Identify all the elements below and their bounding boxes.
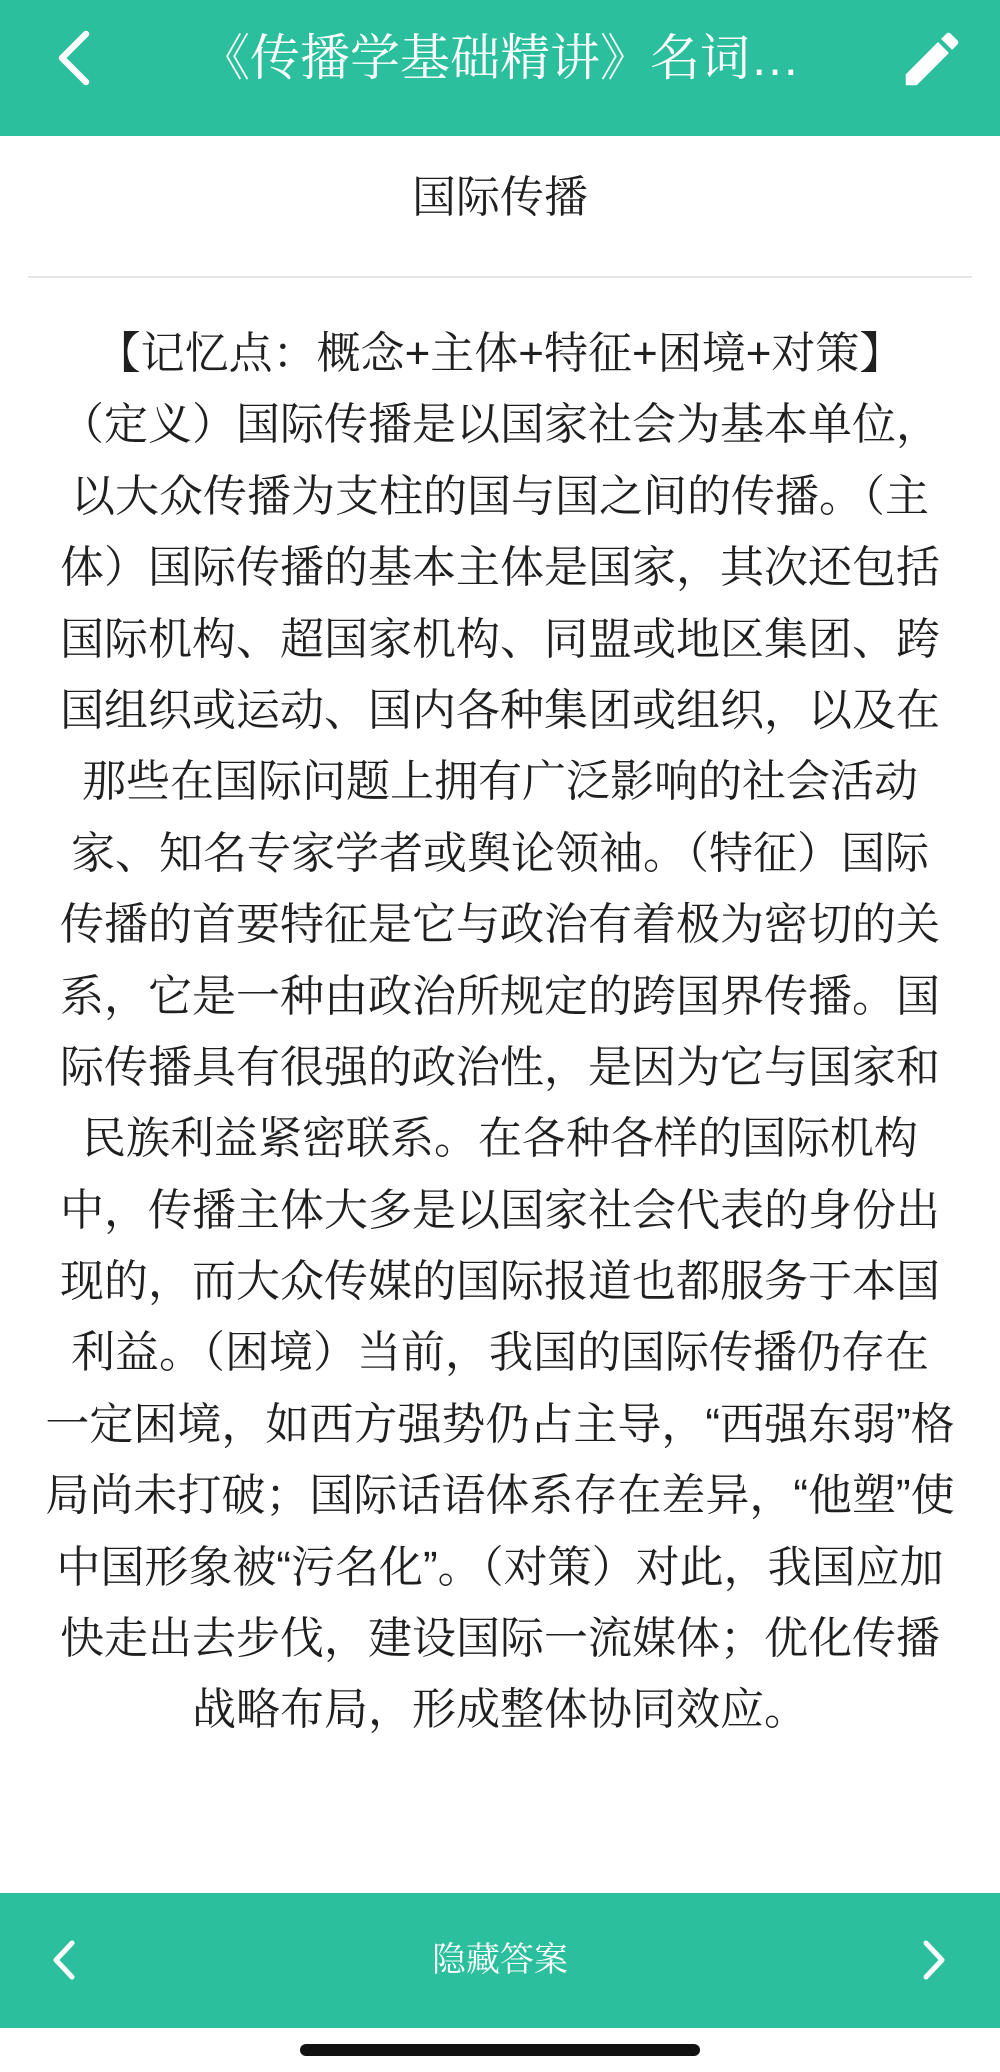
answer-line: 一定困境，如西方强势仍占主导，“西强东弱”格 — [45, 1399, 955, 1449]
divider — [28, 276, 972, 278]
answer-line: 利益。（困境）当前，我国的国际传播仍存在 — [71, 1328, 929, 1378]
answer-line: 民族利益紧密联系。在各种各样的国际机构 — [82, 1114, 918, 1164]
answer-line: 国组织或运动、国内各种集团或组织，以及在 — [60, 685, 940, 735]
pencil-icon — [897, 24, 967, 94]
answer-line: 现的，而大众传媒的国际报道也都服务于本国 — [60, 1257, 940, 1307]
back-button[interactable] — [46, 28, 102, 88]
page-title: 《传播学基础精讲》名词… — [200, 30, 800, 86]
answer-line: 那些在国际问题上拥有广泛影响的社会活动 — [82, 757, 918, 807]
home-indicator[interactable] — [300, 2044, 700, 2056]
answer-line: 快走出去步伐，建设国际一流媒体；优化传播 — [60, 1614, 940, 1664]
answer-line: 体）国际传播的基本主体是国家，其次还包括 — [60, 543, 940, 593]
chevron-left-icon — [44, 1936, 84, 1984]
answer-line: 战略布局，形成整体协同效应。 — [192, 1685, 808, 1735]
bottom-bar — [0, 1893, 1000, 2028]
answer-line: 以大众传播为支柱的国与国之间的传播。（主 — [71, 471, 929, 521]
hide-answer-button[interactable]: 隐藏答案 — [432, 1941, 568, 1979]
answer-line: 系，它是一种由政治所规定的跨国界传播。国 — [60, 971, 940, 1021]
top-nav-bar — [0, 0, 1000, 136]
answer-line: 中国形象被“污名化”。（对策）对此，我国应加 — [56, 1542, 944, 1592]
answer-line: 国际机构、超国家机构、同盟或地区集团、跨 — [60, 614, 940, 664]
answer-line: （定义）国际传播是以国家社会为基本单位， — [60, 400, 940, 450]
chevron-left-icon — [46, 28, 102, 88]
answer-line: 局尚未打破；国际话语体系存在差异，“他塑”使 — [45, 1471, 955, 1521]
answer-line: 中，传播主体大多是以国家社会代表的身份出 — [60, 1185, 940, 1235]
answer-line: 际传播具有很强的政治性，是因为它与国家和 — [60, 1042, 940, 1092]
edit-button[interactable] — [897, 24, 967, 94]
answer-line: 传播的首要特征是它与政治有着极为密切的关 — [60, 900, 940, 950]
answer-text — [0, 318, 1000, 1746]
answer-line: 【记忆点：概念+主体+特征+困境+对策】 — [96, 329, 904, 378]
term-title: 国际传播 — [412, 173, 588, 222]
answer-line: 家、知名专家学者或舆论领袖。（特征）国际 — [71, 828, 929, 878]
chevron-right-icon — [914, 1936, 954, 1984]
previous-card-button[interactable] — [44, 1936, 84, 1984]
next-card-button[interactable] — [914, 1936, 954, 1984]
